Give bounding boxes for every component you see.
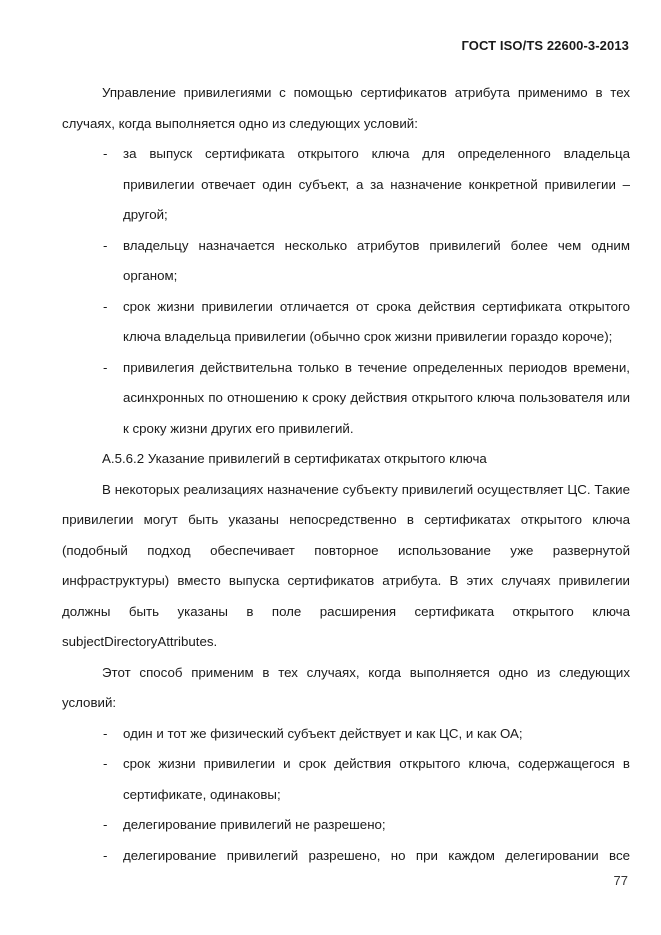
list-item <box>62 749 630 810</box>
paragraph-method: Этот способ применим в тех случаях, когда выполняется одно из следующих условий: <box>62 664 630 710</box>
list-item-text: срок жизни привилегии отличается от срока действия сертификата открытого ключа владельца привилегии (обычно срок жизни привилегии гораздо короче); <box>123 298 630 344</box>
conditions-list-2 <box>62 719 630 872</box>
list-item <box>62 841 630 872</box>
list-item <box>62 231 630 292</box>
paragraph-implementations: В некоторых реализациях назначение субъекту привилегий осуществляет ЦС. Такие привилегии могут быть указаны непосредственно в сертификатах открытого ключа (подобный подход обеспечивает повторное использование уже развернутой инфраструктуры) вместо выпуска сертификатов атрибута. В этих случаях привилегии должны быть указаны в поле расширения сертификата открытого ключа subjectDirectoryAttributes. <box>62 481 630 649</box>
list-item-text: один и тот же физический субъект действует и как ЦС, и как ОА; <box>123 725 523 741</box>
conditions-list-1 <box>62 139 630 444</box>
bullet-dash: - <box>103 298 108 314</box>
bullet-dash: - <box>103 359 108 375</box>
paragraph-intro: Управление привилегиями с помощью сертификатов атрибута применимо в тех случаях, когда выполняется одно из следующих условий: <box>62 85 630 131</box>
list-item <box>62 292 630 353</box>
bullet-dash: - <box>103 817 108 832</box>
page-body <box>62 78 630 871</box>
list-item <box>62 810 630 841</box>
list-item-text: за выпуск сертификата открытого ключа для определенного владельца привилегии отвечает один субъект, а за назначение конкретной привилегии – другой; <box>123 146 630 222</box>
list-item-text: владельцу назначается несколько атрибутов привилегий более чем одним органом; <box>123 237 630 283</box>
page-number: 77 <box>613 873 628 888</box>
bullet-dash: - <box>103 756 108 771</box>
document-header: ГОСТ ISO/TS 22600-3-2013 <box>461 38 629 53</box>
list-item <box>62 353 630 445</box>
list-item <box>62 139 630 231</box>
list-item-text: делегирование привилегий разрешено, но при каждом делегировании все <box>123 847 630 863</box>
bullet-dash: - <box>103 725 108 741</box>
section-heading: А.5.6.2 Указание привилегий в сертификатах открытого ключа <box>102 451 487 466</box>
list-item-text: делегирование привилегий не разрешено; <box>123 817 386 832</box>
bullet-dash: - <box>103 847 108 863</box>
bullet-dash: - <box>103 237 108 253</box>
list-item <box>62 719 630 750</box>
list-item-text: срок жизни привилегии и срок действия открытого ключа, содержащегося в сертификате, одинаковы; <box>123 756 630 802</box>
bullet-dash: - <box>103 146 108 161</box>
list-item-text: привилегия действительна только в течение определенных периодов времени, асинхронных по отношению к сроку действия открытого ключа пользователя или к сроку жизни других его привилегий. <box>123 359 630 436</box>
